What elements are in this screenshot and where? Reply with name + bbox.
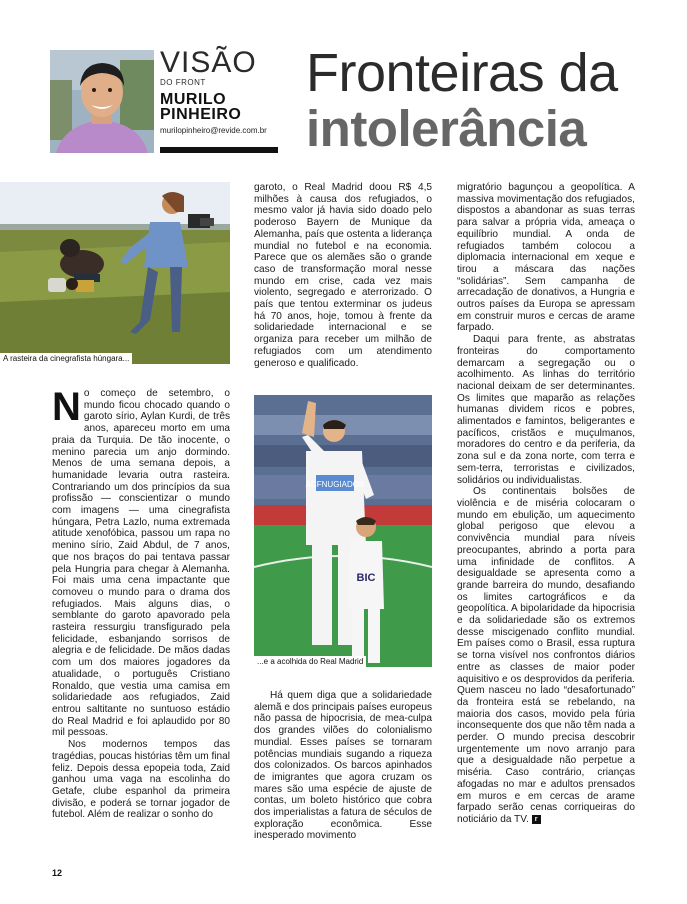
paragraph: Daqui para frente, as abstratas fronteiras do comportamento demarcam a segregação ou o acolhimento. As linhas do território nacional deixam de ser determinantes. Os limites que maparão as relações humanas dividem ricos e pobres, alimentados e famintos, beligerantes e pacíficos, cristãos e muçulmanos, moradores do centro e da periferia, da zona sul e da zona norte, com terra e sem-terra, terroristas e civilizados, solidários ou individualistas. bbox=[457, 334, 635, 486]
adult-shirt-text: ACFNUGIADOS bbox=[305, 480, 365, 489]
section-sublabel: DO FRONT bbox=[160, 78, 206, 87]
paragraph: Nos modernos tempos das tragédias, poucas histórias têm um final feliz. Depois dessa epopeia toda, Zaid ganhou uma vaga na escolinha do Getafe, clube espanhol da primeira divisão, e poderá se tornar jogador de futebol. Além de realizar o sonho do bbox=[52, 739, 230, 821]
drop-cap: N bbox=[52, 385, 81, 429]
paragraph: garoto, o Real Madrid doou R$ 4,5 milhões à causa dos refugiados, o mesmo valor já havia sido doado pelo poderoso Bayern de Munique da Alemanha, país que ostenta a liderança mundial no futebol e na economia. Parece que os alemães são o grande caso de transformação moral nesse mundo em crise, cada vez mais violento, segregado e aterrorizado. O país que tentou exterminar os judeus há 70 anos, hoje, tomou à frente da solidariedade internacional e se organiza para receber um milhão de refugiados com um atendimento generoso e qualificado. bbox=[254, 182, 432, 369]
article-column-2-bottom bbox=[254, 690, 432, 842]
paragraph: Há quem diga que a solidariedade alemã e dos principais países europeus não passa de hipocrisia, de mea-culpa dos grandes vilões do colonialismo mundial. Esses países se tornaram potências mundiais sugando a riqueza dos colonizados. Os barcos apinhados de imigrantes que agora cruzam os mares são uma espécie de ajuste de contas, um boleto histórico que cobra dos imperialistas a fatura de séculos de exploração econômica. Esse inesperado movimento bbox=[254, 690, 432, 842]
end-mark-icon: r bbox=[532, 815, 541, 824]
author-name: MURILO PINHEIRO bbox=[160, 91, 242, 123]
article-column-1 bbox=[52, 385, 230, 821]
author-photo bbox=[50, 50, 154, 153]
headline-line1: Fronteiras da bbox=[306, 43, 618, 103]
article-column-2-top bbox=[254, 182, 432, 369]
photo-stadium bbox=[254, 395, 432, 667]
page-number: 12 bbox=[52, 868, 63, 878]
paragraph bbox=[457, 486, 635, 825]
photo-camerawoman bbox=[0, 182, 230, 364]
child-shirt-text: BIC bbox=[356, 572, 376, 584]
headline-line2: intolerância bbox=[306, 100, 587, 157]
paragraph: migratório bagunçou a geopolítica. A massiva movimentação dos refugiados, dispostos a abandonar as suas terras para salvar a própria vida, ameaça o equilíbrio mundial. A onda de refugiados também colocou a diplomacia internacional em xeque e tirou a máscara das nações “solidárias”. Sem campanha de arrecadação de donativos, a Hungria e outros países da Europa se apressam em construir muros e cercas de arame farpado. bbox=[457, 182, 635, 334]
author-email[interactable]: murilopinheiro@revide.com.br bbox=[160, 126, 267, 135]
paragraph bbox=[52, 385, 230, 739]
article-column-3 bbox=[457, 182, 635, 826]
photo1-caption: A rasteira da cinegrafista húngara... bbox=[0, 353, 132, 364]
photo2-caption: ...e a acolhida do Real Madrid bbox=[254, 656, 366, 667]
paragraph-text: o começo de setembro, o mundo ficou chocado quando o garoto sírio, Aylan Kurdi, de três anos, apareceu morto em uma praia da Turquia. De tão inocente, o menino parecia um anjo dormindo. Menos de uma semana depois, a humanidade levaria outra rasteira. Contrariando um dos princípios da sua profissão — conscientizar o mundo com imagens — uma cinegrafista húngara, Petra Lazlo, numa extremada atitude xenofóbica, passou um rapa no menino sírio, Zaid Abdul, de 7 anos, que nos braços do pai tentava passar pela Hungria para chegar à Alemanha. Foi mais uma cena impactante que comoveu o mundo para o drama dos refugiados. Mais alguns dias, o semblante do garoto apavorado pela rasteira ressurgiu transfigurado pela felicidade, esbanjando sorrisos de alegria e de felicidade. De mãos dadas com um dos maiores jogadores da atualidade, o português Cristiano Ronaldo, que vestia uma camisa em solidariedade aos refugiados, Zaid entrou saltitante no suntuoso estádio do Real Madrid e foi aplaudido por 80 mil pessoas. bbox=[52, 388, 230, 739]
section-label: VISÃO bbox=[160, 46, 257, 79]
author-divider bbox=[160, 147, 278, 153]
paragraph-text: Os continentais bolsões de violência e de miséria colocaram o mundo em ebulição, um aquecimento global perigoso que elevou a convivência mundial para níveis preocupantes, abrindo a porta para uma infinidade de conflitos. A desigualdade se apresenta como a grande barreira do mundo, desafiando os limites cartográficos e da geopolítica. A bipolaridade da hipocrisia e da solidariedade são os extremos desse miscigenado conflito mundial. Em países como o Brasil, essa ruptura se torna visível nos confrontos diários entre as classes de maior poder aquisitivo e os desprovidos da periferia. Quem nasceu no lado “desafortunado” da fronteira está se rebelando, na maioria dos casos, movido pela fúria inconsequente dos que não têm nada a perder. O mundo precisa descobrir urgentemente um novo arranjo para que a desigualdade não perpetue a miséria. Caso contrário, crianças afogadas no mar e adultos prensados em muros e em cercas de arame farpado serão cenas corriqueiras do noticiário da TV. bbox=[457, 486, 635, 825]
